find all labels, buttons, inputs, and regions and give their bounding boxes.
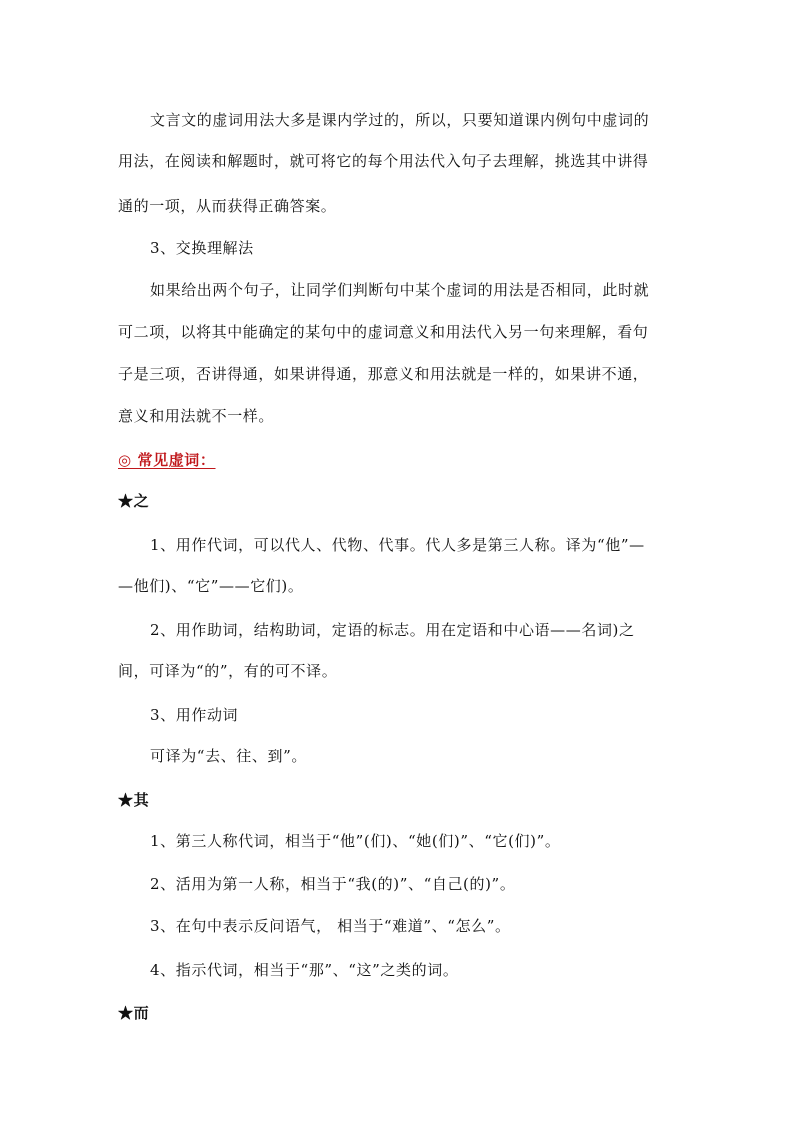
paragraph-line: 用法，在阅读和解题时，就可将它的每个用法代入句子去理解，挑选其中讲得	[118, 152, 649, 170]
paragraph-line: 可二项，以将其中能确定的某句中的虚词意义和用法代入另一句来理解，看句	[118, 323, 649, 341]
list-item-line: 间，可译为“的”，有的可不译。	[118, 662, 338, 680]
word-heading-er: ★而	[118, 1004, 150, 1022]
paragraph-line: 文言文的虚词用法大多是课内学过的，所以，只要知道课内例句中虚词的	[150, 111, 650, 129]
list-item-line: 1、用作代词，可以代人、代物、代事。代人多是第三人称。译为“他”—	[150, 536, 645, 554]
common-words-heading: ◎ 常见虚词：	[118, 451, 216, 469]
list-item-line: 3、用作动词	[150, 706, 239, 724]
paragraph-line: 如果给出两个句子，让同学们判断句中某个虚词的用法是否相同，此时就	[150, 281, 650, 299]
list-item-line: 2、活用为第一人称，相当于“我(的)”、“自己(的)”。	[150, 875, 516, 893]
word-heading-qi: ★其	[118, 791, 150, 809]
word-heading-zhi: ★之	[118, 492, 150, 510]
list-item-line: 2、用作助词，结构助词，定语的标志。用在定语和中心语——名词)之	[150, 621, 635, 639]
list-item-line: 4、指示代词，相当于“那”、“这”之类的词。	[150, 961, 459, 979]
list-item-line: 3、在句中表示反问语气， 相当于“难道”、“怎么”。	[150, 917, 511, 935]
paragraph-line: 意义和用法就不一样。	[118, 407, 275, 425]
list-item-line: —他们)、“它”——它们)。	[118, 577, 304, 595]
list-item-line: 可译为“去、往、到”。	[150, 747, 307, 765]
paragraph-line: 通的一项，从而获得正确答案。	[118, 197, 337, 215]
paragraph-line: 子是三项，否讲得通，如果讲得通，那意义和用法就是一样的，如果讲不通，	[118, 365, 649, 383]
section-title: 3、交换理解法	[150, 239, 254, 257]
list-item-line: 1、第三人称代词，相当于“他”(们)、“她(们)”、“它(们)”。	[150, 832, 561, 850]
